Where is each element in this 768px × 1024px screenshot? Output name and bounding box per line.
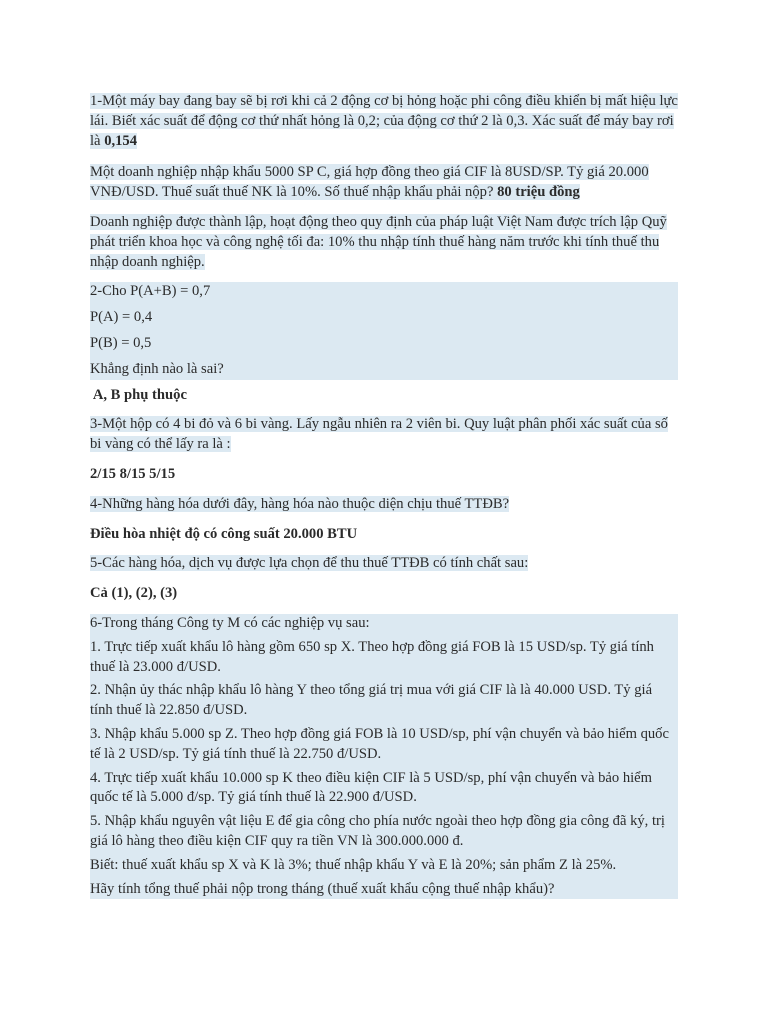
question-2-block xyxy=(90,282,678,379)
question-science-fund xyxy=(90,213,678,272)
question-6-item: 5. Nhập khẩu nguyên vật liệu E để gia công cho phía nước ngoài theo hợp đồng gia công đã ký, trị giá lô hàng theo điều kiện CIF quy ra tiền VN là 300.000.000 đ. xyxy=(90,813,665,849)
question-2-line: Khẳng định nào là sai? xyxy=(90,360,224,377)
question-1-text: 1-Một máy bay đang bay sẽ bị rơi khi cả 2 động cơ bị hỏng hoặc phi công điều khiển bị mất hiệu lực lái. Biết xác suất để động cơ thứ nhất hỏng là 0,2; của động cơ thứ 2 là 0,3. Xác suất để máy bay rơi là xyxy=(90,93,678,149)
question-6-note: Biết: thuế xuất khẩu sp X và K là 3%; thuế nhập khẩu Y và E là 20%; sản phẩm Z là 25%. xyxy=(90,856,617,873)
question-6-ask: Hãy tính tổng thuế phải nộp trong tháng (thuế xuất khẩu cộng thuế nhập khẩu)? xyxy=(90,880,555,897)
question-science-fund-text: Doanh nghiệp được thành lập, hoạt động theo quy định của pháp luật Việt Nam được trích lập Quỹ phát triển khoa học và công nghệ tối đa: 10% thu nhập tính thuế hàng năm trước khi tính thuế thu nhập doanh nghiệp. xyxy=(90,213,667,270)
question-6-item: 2. Nhận ủy thác nhập khẩu lô hàng Y theo tổng giá trị mua với giá CIF là là 40.000 USD. Tỷ giá tính thuế là 22.850 đ/USD. xyxy=(90,682,653,719)
question-4 xyxy=(90,495,678,515)
question-4-text: 4-Những hàng hóa dưới đây, hàng hóa nào thuộc diện chịu thuế TTĐB? xyxy=(90,495,510,512)
document-page xyxy=(90,92,678,899)
question-3-answer: 2/15 8/15 5/15 xyxy=(90,465,176,482)
question-3-text: 3-Một hộp có 4 bi đỏ và 6 bi vàng. Lấy ngẫu nhiên ra 2 viên bi. Quy luật phân phối xác suất của số bi vàng có thể lấy ra là : xyxy=(90,416,668,453)
question-4-answer: Điều hòa nhiệt độ có công suất 20.000 BTU xyxy=(90,525,358,542)
question-1-answer: 0,154 xyxy=(104,132,138,149)
question-5-answer: Cả (1), (2), (3) xyxy=(90,585,178,602)
question-2-line: P(A) = 0,4 xyxy=(90,309,153,326)
question-2-answer: A, B phụ thuộc xyxy=(90,386,187,403)
question-5 xyxy=(90,554,678,574)
question-6-intro: 6-Trong tháng Công ty M có các nghiệp vụ sau: xyxy=(90,614,370,631)
question-6-item: 3. Nhập khẩu 5.000 sp Z. Theo hợp đồng giá FOB là 10 USD/sp, phí vận chuyển và bảo hiểm quốc tế là 2 USD/sp. Tỷ giá tính thuế là 22.750 đ/USD. xyxy=(90,725,669,762)
question-import-tax-text: Một doanh nghiệp nhập khẩu 5000 SP C, giá hợp đồng theo giá CIF là 8USD/SP. Tỷ giá 20.000 VNĐ/USD. Thuế suất thuế NK là 10%. Số thuế nhập khẩu phải nộp? xyxy=(90,164,649,201)
question-2-line: 2-Cho P(A+B) = 0,7 xyxy=(90,283,211,300)
question-6-item: 1. Trực tiếp xuất khẩu lô hàng gồm 650 sp X. Theo hợp đồng giá FOB là 15 USD/sp. Tỷ giá tính thuế là 23.000 đ/USD. xyxy=(90,638,654,675)
question-2-line: P(B) = 0,5 xyxy=(90,334,152,351)
question-1 xyxy=(90,92,678,151)
question-5-text: 5-Các hàng hóa, dịch vụ được lựa chọn để thu thuế TTĐB có tính chất sau: xyxy=(90,555,529,572)
question-6-block xyxy=(90,614,678,899)
question-import-tax xyxy=(90,163,678,203)
question-import-tax-answer: 80 triệu đồng xyxy=(497,184,580,201)
question-6-item: 4. Trực tiếp xuất khẩu 10.000 sp K theo điều kiện CIF là 5 USD/sp, phí vận chuyển và bảo hiểm quốc tế là 5.000 đ/sp. Tỷ giá tính thuế là 22.900 đ/USD. xyxy=(90,769,653,806)
question-3 xyxy=(90,415,678,455)
